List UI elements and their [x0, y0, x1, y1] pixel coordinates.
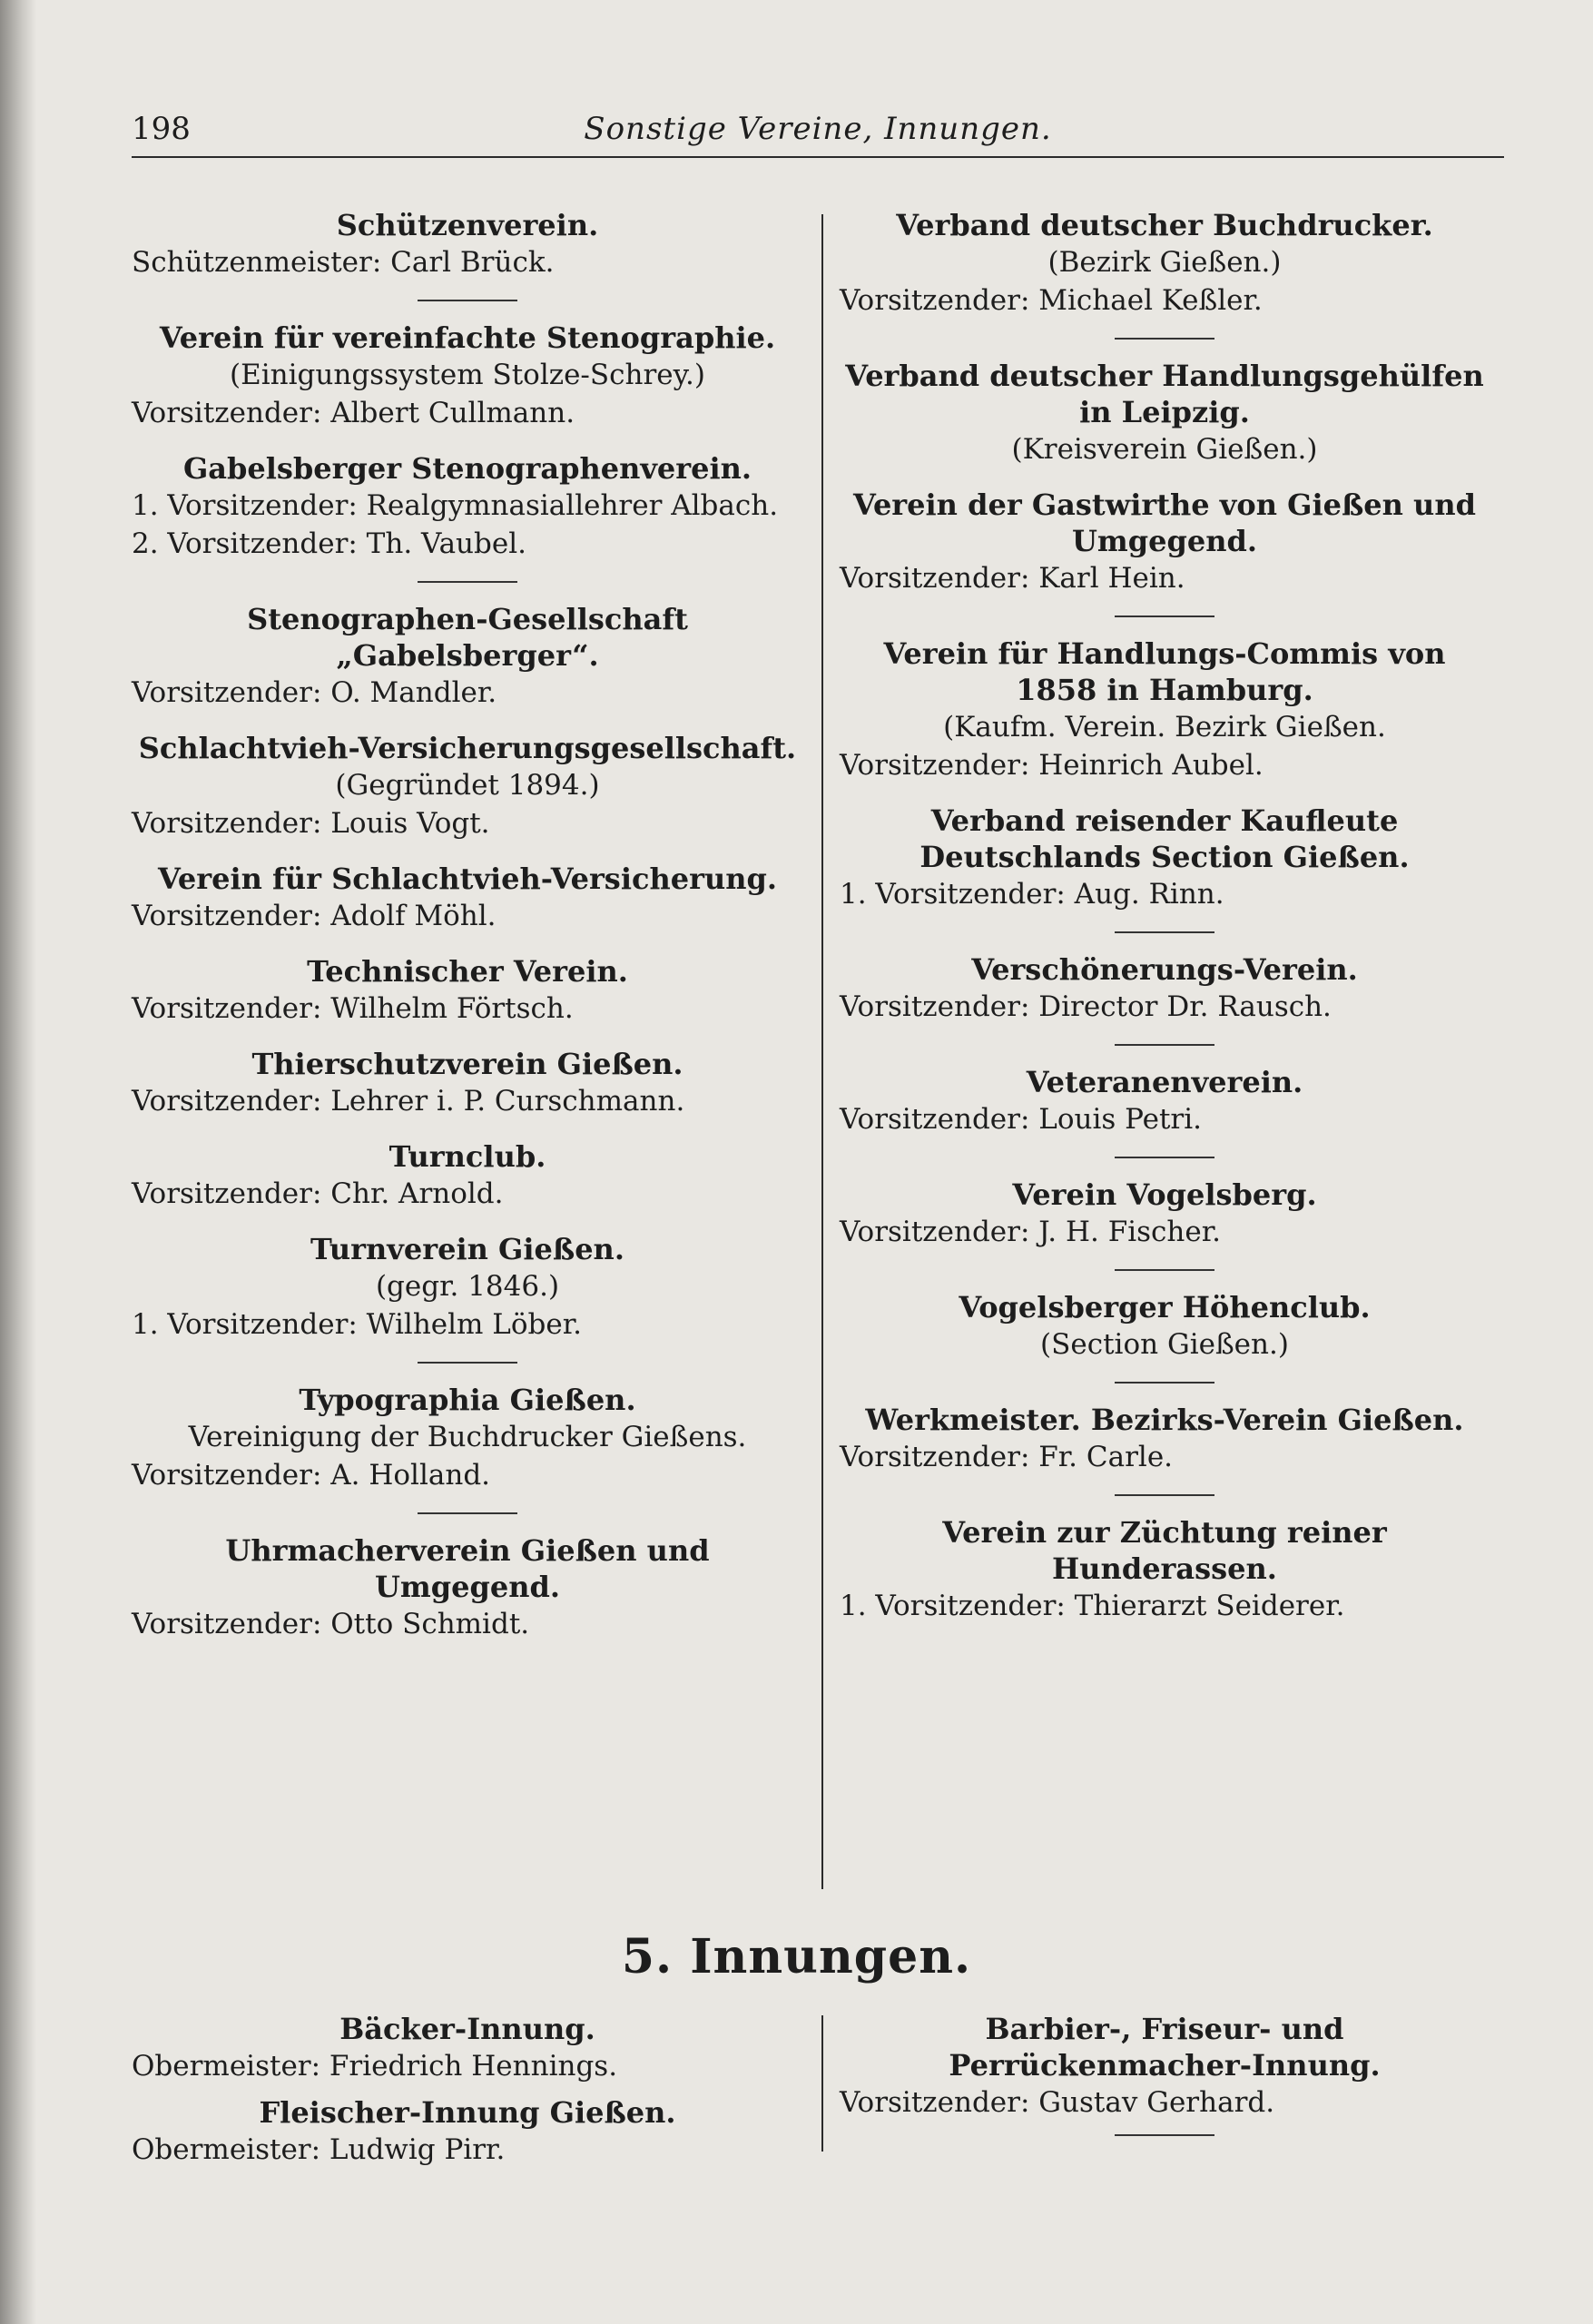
entry-line: Vorsitzender: Karl Hein. — [840, 562, 1185, 595]
entry-thierschutzverein — [132, 1046, 803, 1120]
entry-title: Uhrmacherverein Gießen und Umgegend. — [225, 1533, 710, 1604]
entry-title: Turnclub. — [388, 1139, 546, 1174]
entry-title: Typographia Gießen. — [299, 1383, 636, 1417]
separator — [418, 300, 517, 301]
entry-title: Werkmeister. Bezirks-Verein Gießen. — [865, 1403, 1464, 1437]
entry-werkmeister — [840, 1402, 1490, 1476]
entry-title: Verband deutscher Handlungsgehülfen in Leipzig. — [845, 359, 1484, 429]
section-heading: 5. Innungen. — [621, 1929, 972, 1984]
entry-handlungs-commis — [840, 635, 1490, 784]
entry-line: Vorsitzender: Heinrich Aubel. — [840, 749, 1264, 782]
entry-schlachtvieh-verein — [132, 861, 803, 935]
entry-verein-vogelsberg — [840, 1177, 1490, 1251]
entry-turnclub — [132, 1138, 803, 1213]
separator — [1115, 1382, 1214, 1384]
entry-fleischer-innung — [132, 2094, 803, 2169]
entry-title: Verein der Gastwirthe von Gießen und Umgegend. — [853, 487, 1476, 558]
entry-subtitle: (Section Gießen.) — [1040, 1328, 1289, 1361]
entry-baecker-innung — [132, 2011, 803, 2085]
entry-line: Vorsitzender: Gustav Gerhard. — [840, 2086, 1275, 2119]
entry-schuetzenverein — [132, 207, 803, 281]
entry-line: Vorsitzender: Adolf Möhl. — [132, 900, 497, 932]
entry-title: Fleischer-Innung Gießen. — [259, 2095, 676, 2130]
entry-reisende-kaufleute — [840, 803, 1490, 913]
separator — [418, 1362, 517, 1364]
entry-verschoenerungs-verein — [840, 951, 1490, 1026]
entry-line: Vorsitzender: Wilhelm Förtsch. — [132, 992, 574, 1025]
entry-line: Vorsitzender: Louis Petri. — [840, 1103, 1203, 1136]
entry-title: Verein für vereinfachte Stenographie. — [159, 320, 776, 355]
entry-veteranenverein — [840, 1064, 1490, 1138]
column-divider — [821, 214, 823, 1889]
entry-line: Vorsitzender: Otto Schmidt. — [132, 1608, 530, 1640]
entry-stenographie-verein — [132, 320, 803, 432]
entry-line: 1. Vorsitzender: Aug. Rinn. — [840, 878, 1224, 911]
entry-line: Obermeister: Ludwig Pirr. — [132, 2133, 506, 2166]
separator — [418, 1512, 517, 1514]
entry-title: Verein für Schlachtvieh-Versicherung. — [158, 862, 777, 896]
entry-line: Vorsitzender: Lehrer i. P. Curschmann. — [132, 1085, 685, 1118]
entry-title: Thierschutzverein Gießen. — [251, 1047, 683, 1081]
separator — [1115, 1269, 1214, 1271]
entry-subtitle: (Gegründet 1894.) — [335, 769, 600, 802]
separator — [1115, 615, 1214, 617]
entry-stenographen-gesellschaft — [132, 601, 803, 712]
entry-handlungsgehuelfen — [840, 358, 1490, 468]
entry-barbier-innung — [840, 2011, 1490, 2122]
running-title: Sonstige Vereine, Innungen. — [584, 111, 1052, 147]
entry-title: Gabelsberger Stenographenverein. — [182, 451, 752, 486]
left-column — [132, 207, 803, 1661]
entry-line: Schützenmeister: Carl Brück. — [132, 246, 555, 279]
entry-line: Vorsitzender: Fr. Carle. — [840, 1441, 1174, 1473]
entry-line: Vorsitzender: Chr. Arnold. — [132, 1177, 504, 1210]
innungen-left-column — [132, 2011, 803, 2178]
entry-title: Verein zur Züchtung reiner Hunderassen. — [942, 1515, 1387, 1586]
entry-title: Barbier-, Friseur- und Perrückenmacher-Innung. — [949, 2012, 1381, 2083]
separator — [1115, 1157, 1214, 1158]
entry-line: Vorsitzender: Albert Cullmann. — [132, 397, 575, 429]
separator — [1115, 2134, 1214, 2136]
entry-title: Verband reisender Kaufleute Deutschlands Section Gießen. — [919, 803, 1410, 874]
header-rule — [132, 156, 1504, 158]
entry-schlachtvieh-gesellschaft — [132, 730, 803, 842]
separator — [1115, 1044, 1214, 1046]
entry-hoehenclub — [840, 1289, 1490, 1364]
innungen-right-column — [840, 2011, 1490, 2154]
entry-title: Schlachtvieh-Versicherungsgesellschaft. — [138, 731, 797, 765]
right-column — [840, 207, 1490, 1643]
entry-line: 2. Vorsitzender: Th. Vaubel. — [132, 527, 526, 560]
separator — [1115, 1494, 1214, 1496]
entry-title: Veteranenverein. — [1026, 1065, 1303, 1099]
separator — [1115, 931, 1214, 933]
entry-title: Technischer Verein. — [307, 954, 628, 989]
entry-technischer-verein — [132, 953, 803, 1028]
separator — [1115, 338, 1214, 340]
entry-line: Vorsitzender: Michael Keßler. — [840, 284, 1263, 317]
entry-title: Vogelsberger Höhenclub. — [959, 1290, 1371, 1324]
entry-line: Vorsitzender: A. Holland. — [132, 1459, 491, 1492]
entry-title: Schützenverein. — [336, 208, 599, 242]
entry-subtitle: Vereinigung der Buchdrucker Gießens. — [188, 1421, 747, 1453]
entry-title: Bäcker-Innung. — [339, 2012, 595, 2046]
entry-title: Stenographen-Gesellschaft „Gabelsberger“. — [247, 602, 688, 673]
separator — [418, 581, 517, 583]
column-divider — [821, 2015, 823, 2152]
entry-subtitle: (Einigungssystem Stolze-Schrey.) — [230, 359, 705, 391]
entry-subtitle: (Kreisverein Gießen.) — [1011, 433, 1318, 466]
entry-line: Vorsitzender: Director Dr. Rausch. — [840, 990, 1332, 1023]
entry-title: Verband deutscher Buchdrucker. — [896, 208, 1433, 242]
entry-line: Vorsitzender: Louis Vogt. — [132, 807, 490, 840]
entry-line: Obermeister: Friedrich Hennings. — [132, 2050, 618, 2083]
entry-title: Turnverein Gießen. — [310, 1232, 624, 1266]
entry-title: Verein für Handlungs-Commis von 1858 in Hamburg. — [883, 636, 1446, 707]
page-number: 198 — [132, 111, 191, 147]
entry-uhrmacherverein — [132, 1532, 803, 1643]
page-header — [132, 107, 1504, 162]
entry-gastwirthe — [840, 487, 1490, 597]
entry-line: 1. Vorsitzender: Thierarzt Seiderer. — [840, 1590, 1345, 1622]
entry-title: Verschönerungs-Verein. — [971, 952, 1358, 987]
entry-subtitle: (Kaufm. Verein. Bezirk Gießen. — [943, 711, 1386, 743]
entry-hunderassen — [840, 1514, 1490, 1625]
entry-verband-buchdrucker — [840, 207, 1490, 320]
entry-subtitle: (gegr. 1846.) — [375, 1270, 560, 1303]
entry-gabelsberger-verein — [132, 450, 803, 563]
entry-line: Vorsitzender: J. H. Fischer. — [840, 1216, 1221, 1248]
entry-typographia — [132, 1382, 803, 1494]
entry-line: Vorsitzender: O. Mandler. — [132, 676, 497, 709]
entry-line: 1. Vorsitzender: Wilhelm Löber. — [132, 1308, 583, 1341]
entry-line: 1. Vorsitzender: Realgymnasiallehrer Albach. — [132, 489, 779, 522]
entry-subtitle: (Bezirk Gießen.) — [1047, 246, 1282, 279]
entry-turnverein — [132, 1231, 803, 1344]
entry-title: Verein Vogelsberg. — [1012, 1177, 1317, 1212]
